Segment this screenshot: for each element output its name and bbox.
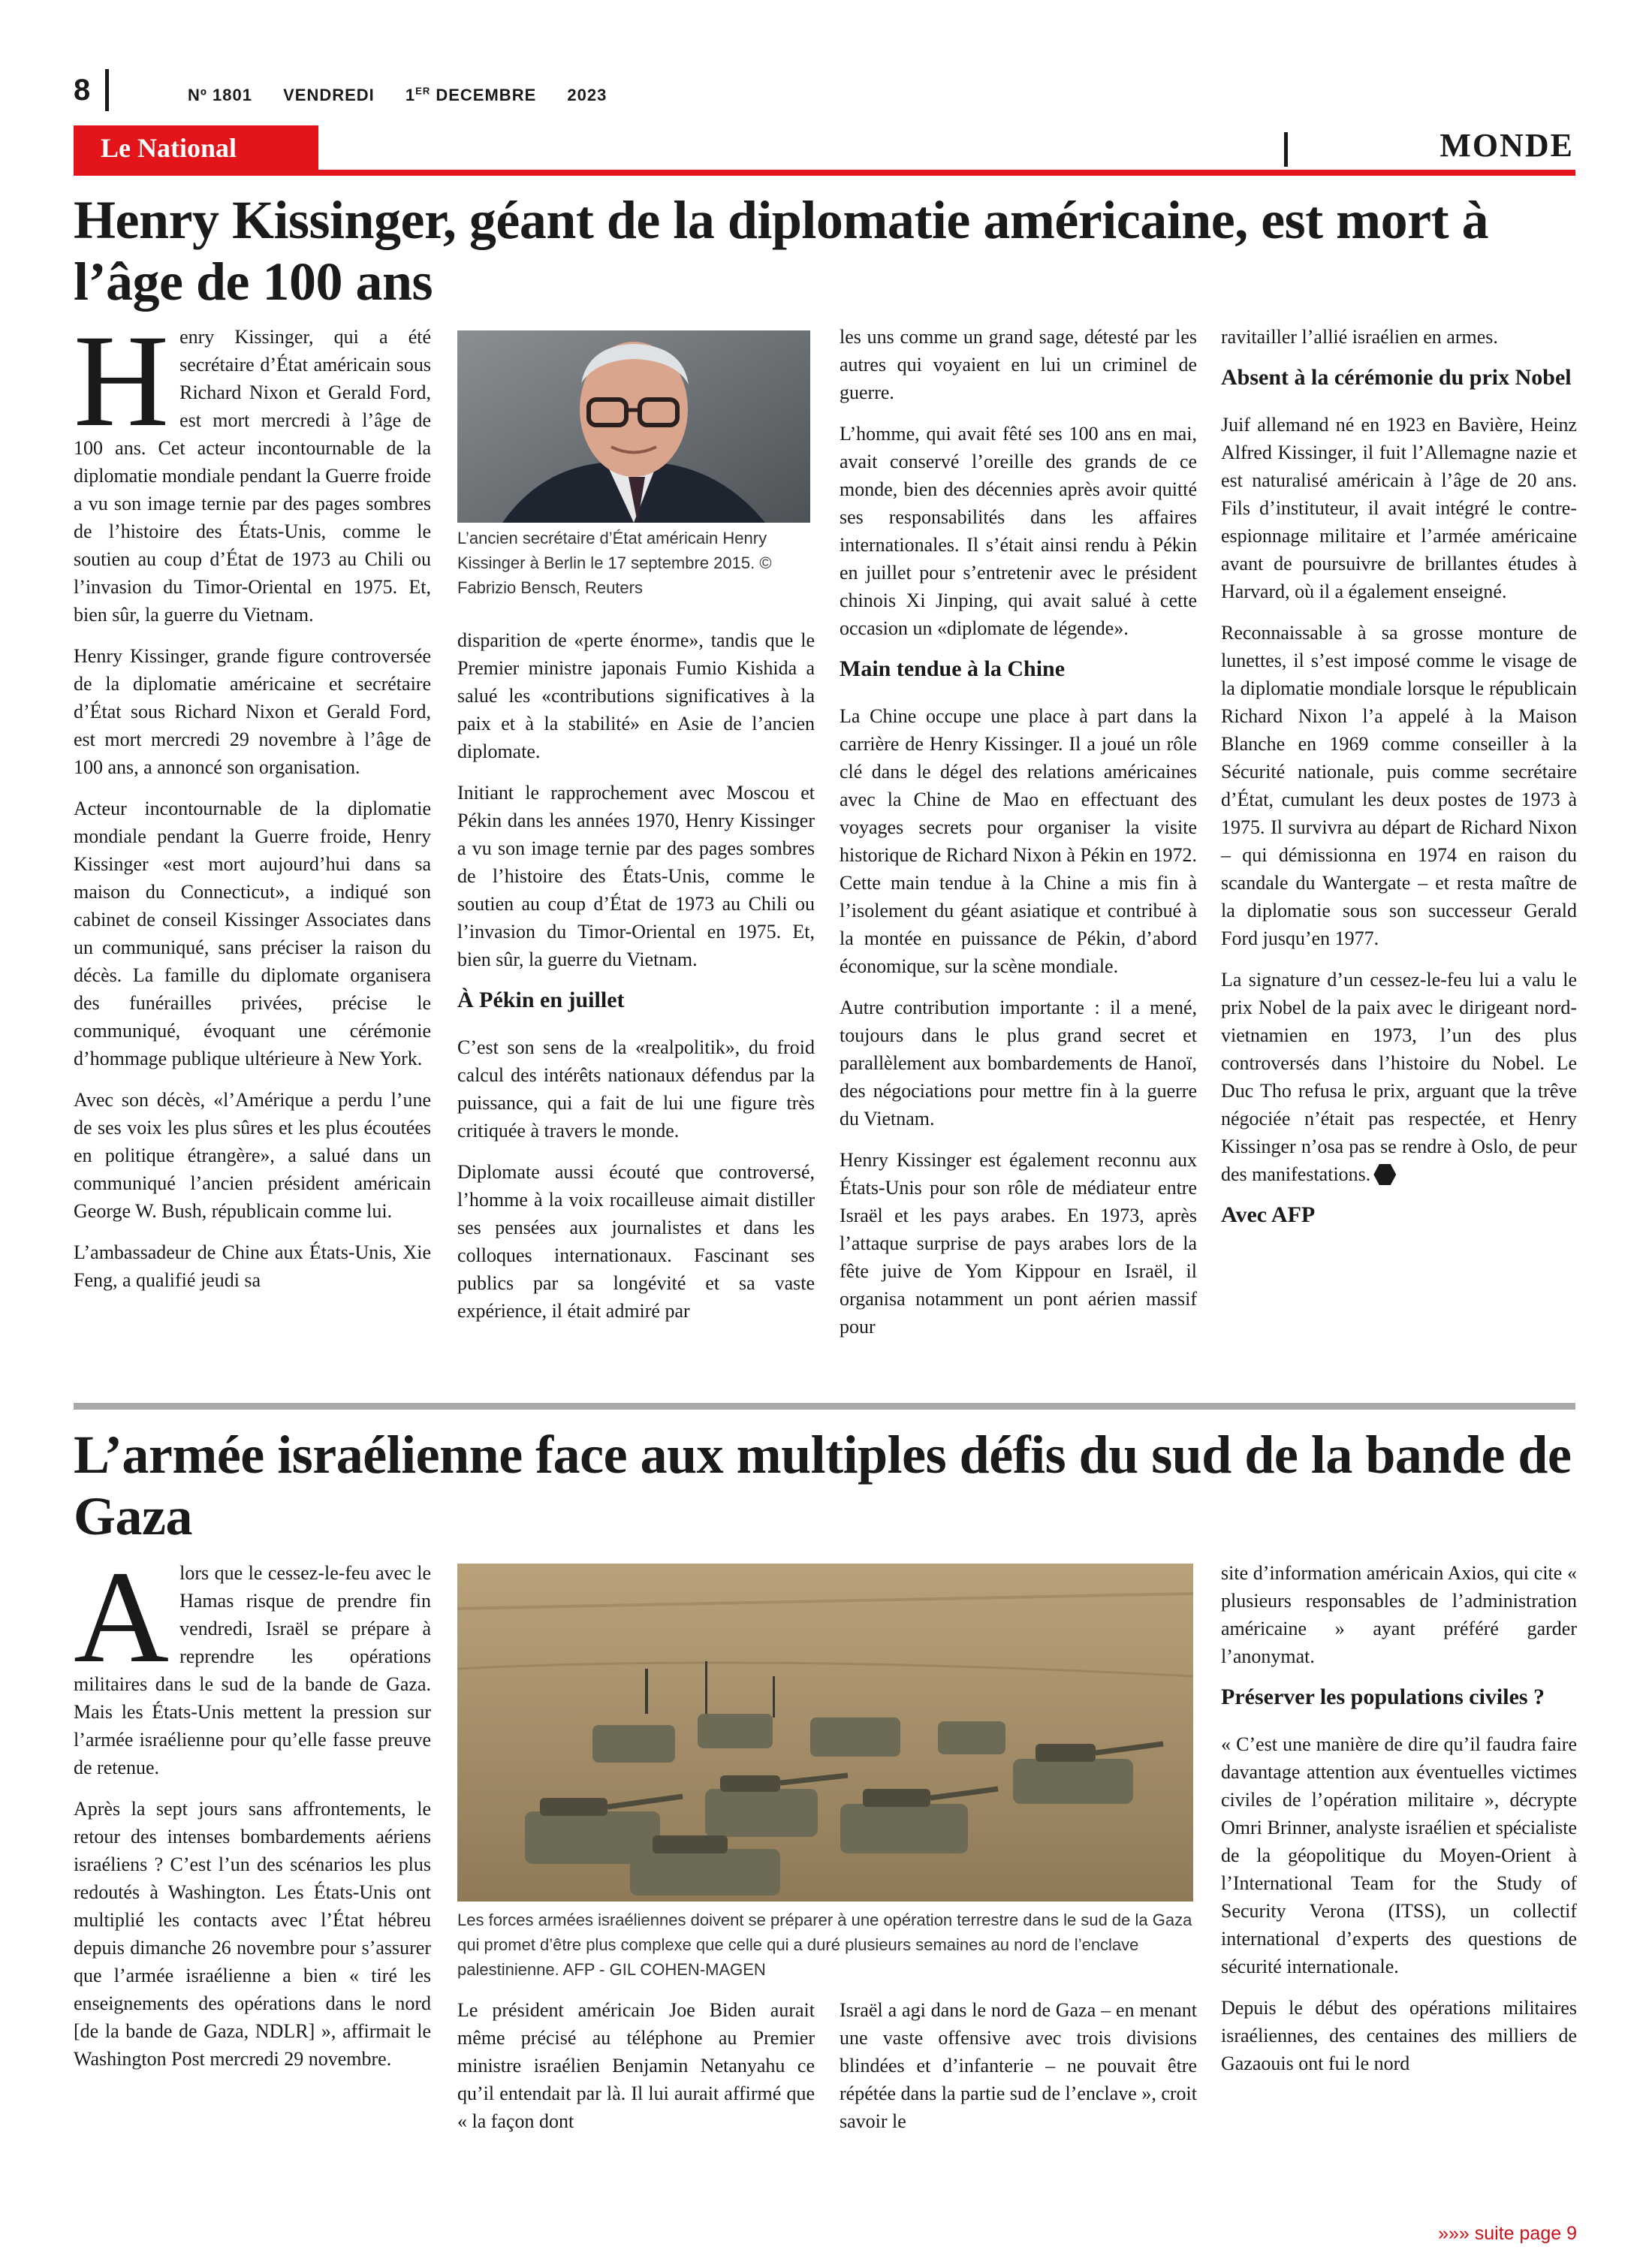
section-title: MONDE	[1439, 127, 1574, 164]
article2-paragraph: Après la sept jours sans affrontements, le retour des intenses bombardements aériens israéliens ? C’est l’un des scénarios les plus redoutés à Washington. Les États-Unis ont multiplié les contacts avec l’État hébreu depuis dimanche 26 novembre pour s’assurer que l’armée israélienne a bien « tiré les enseignements des opérations dans le nord [de la bande de Gaza, NDLR] », affirmait le Washington Post mercredi 29 novembre.	[74, 1798, 431, 2070]
article1-column-1	[74, 308, 431, 1307]
issue-date	[405, 86, 536, 104]
article1-paragraph: C’est son sens de la «realpolitik», du froid calcul des intérêts nationaux défendus par la puissance, qui a fait de lui une figure très critiquée à travers le monde.	[457, 1036, 815, 1142]
article2-column-2	[457, 1996, 815, 2149]
article1-column-2	[457, 626, 815, 1338]
article2-subheading: Préserver les populations civiles ?	[1221, 1684, 1545, 1709]
page-number: 8	[74, 74, 91, 107]
article2-drop-cap: A	[74, 1544, 170, 1691]
article1-paragraph: disparition de «perte énorme», tandis que le Premier ministre japonais Fumio Kishida a salué les «contributions significatives à la paix et à la stabilité» en Asie de l’ancien diplomate.	[457, 629, 815, 762]
article1-paragraph: enry Kissinger, qui a été secrétaire d’État américain sous Richard Nixon et Gerald Ford, est mort mercredi à l’âge de 100 ans. Cet acteur incontournable de la diplomatie mondiale pendant la Guerre froide a vu son image ternie par des pages sombres de l’histoire des États-Unis, comme le soutien au coup d’État de 1973 au Chili ou l’invasion du Timor-Oriental en 1975. Et, bien sûr, la guerre du Vietnam.	[74, 326, 431, 626]
section-divider	[1284, 132, 1288, 167]
issue-month: DECEMBRE	[436, 86, 537, 105]
article1-headline: Henry Kissinger, géant de la diplomatie américaine, est mort à l’âge de 100 ans	[74, 190, 1489, 312]
issue-day: VENDREDI	[283, 86, 375, 105]
article1-paragraph: Juif allemand né en 1923 en Bavière, Heinz Alfred Kissinger, il fuit l’Allemagne nazie et est naturalisé américain à l’âge de 20 ans. Fils d’instituteur, il avait intégré le contre-espionnage militaire et l’armée américaine avant de poursuivre de brillantes études à Harvard, où il a également enseigné.	[1221, 414, 1577, 602]
article2-column-4	[1221, 1559, 1577, 2091]
article1-paragraph: ravitailler l’allié israélien en armes.	[1221, 326, 1498, 348]
article1-paragraph: les uns comme un grand sage, détesté par les autres qui voyaient en lui un criminel de guerre.	[840, 326, 1197, 403]
article1-paragraph: La Chine occupe une place à part dans la carrière de Henry Kissinger. Il a joué un rôle clé dans le dégel des relations américaines avec la Chine de Mao en effectuant des voyages secrets pour organiser la visite historique de Richard Nixon à Pékin en 1972. Cette main tendue à la Chine a mis fin à l’isolement du géant asiatique et contribué à la montée en puissance de Pékin, d’abord économique, sur la scène mondiale.	[840, 705, 1197, 977]
gaza-tanks-photo	[457, 1564, 1193, 1902]
article2-headline: L’armée israélienne face aux multiples défis du sud de la bande de Gaza	[74, 1425, 1572, 1546]
article2-paragraph: Israël a agi dans le nord de Gaza – en menant une vaste offensive avec trois divisions blindées et d’infanterie – ne pouvait être répétée dans la partie sud de l’enclave », croit savoir le	[840, 1999, 1197, 2132]
article2-paragraph: Depuis le début des opérations militaires israéliennes, des centaines des milliers de Gazaouis ont fui le nord	[1221, 1997, 1577, 2074]
article2-paragraph: site d’information américain Axios, qui cite « plusieurs responsables de l’administration américaine » ayant préféré garder l’anonymat.	[1221, 1562, 1577, 1667]
article2-paragraph: lors que le cessez-le-feu avec le Hamas risque de prendre fin vendredi, Israël se prépare à reprendre les opérations militaires dans le sud de la bande de Gaza. Mais les États-Unis mettent la pression sur l’armée israélienne pour qu’elle fasse preuve de retenue.	[74, 1562, 431, 1778]
article1-paragraph: Reconnaissable à sa grosse monture de lunettes, il s’est imposé comme le visage de la diplomatie mondiale lorsque le républicain Richard Nixon l’a appelé à la Maison Blanche en 1969 comme conseiller à la Sécurité nationale, puis comme secrétaire d’État, cumulant les deux postes de 1973 à 1975. Il survivra au départ de Richard Nixon – qui démissionna en 1974 en raison du scandale du Wantergate – et resta maître de la diplomatie sous son successeur Gerald Ford jusqu’en 1977.	[1221, 622, 1577, 949]
issue-year: 2023	[567, 86, 607, 105]
article2-column-3	[840, 1996, 1197, 2149]
article-separator	[74, 1403, 1575, 1410]
continued-link[interactable]: »»» suite page 9	[1438, 2223, 1577, 2244]
article1-paragraph: Acteur incontournable de la diplomatie mondiale pendant la Guerre froide, Henry Kissinger «est mort aujourd’hui dans sa maison du Connecticut», a indiqué son cabinet de conseil Kissinger Associates dans un communiqué, sans préciser la raison du décès. La famille du diplomate organisera des funérailles privées, précise le communiqué, évoquant une cérémonie d’hommage publique ultérieure à New York.	[74, 798, 431, 1069]
article1-subheading: Main tendue à la Chine	[840, 656, 1066, 681]
article1-column-4	[1221, 323, 1577, 1248]
article1-paragraph: Initiant le rapprochement avec Moscou et Pékin dans les années 1970, Henry Kissinger a vu son image ternie par des pages sombres de l’histoire des États-Unis, comme le soutien au coup d’État de 1973 au Chili ou l’invasion du Timor-Oriental en 1975. Et, bien sûr, la guerre du Vietnam.	[457, 782, 815, 970]
article1-subheading: À Pékin en juillet	[457, 988, 625, 1012]
article2-paragraph: Le président américain Joe Biden aurait même précisé au téléphone au Premier ministre israélien Benjamin Netanyahu ce qu’il entendait par là. Il lui aurait affirmé que « la façon dont	[457, 1999, 815, 2132]
article1-paragraph: Diplomate aussi écouté que controversé, l’homme à la voix rocailleuse aimait distiller ses pensées aux journalistes et dans les colloques internationaux. Fascinant ses publics par sa longévité et sa vaste expérience, il était admiré par	[457, 1161, 815, 1322]
article1-paragraph: L’homme, qui avait fêté ses 100 ans en mai, avait conservé l’oreille des grands de ce monde, bien des décennies après avoir quitté ses responsabilités dans les affaires internationales. Il s’était ainsi rendu à Pékin en juillet pour s’entretenir avec le président chinois Xi Jinping, qui avait salué à cette occasion un «diplomate de légende».	[840, 423, 1197, 639]
kissinger-photo	[457, 330, 810, 523]
article1-drop-cap: H	[74, 308, 170, 454]
article2-paragraph: « C’est une manière de dire qu’il faudra faire davantage attention aux éventuelles victimes civiles de l’opération militaire », décrypte Omri Brinner, analyste israélien et spécialiste de la géopolitique du Moyen-Orient à l’International Team for the Study of Security Verona (ITSS), un collectif international d’experts des questions de sécurité internationale.	[1221, 1733, 1577, 1977]
issue-info	[188, 86, 632, 105]
issue-date-sup: ER	[415, 86, 431, 97]
article1-subheading: Absent à la cérémonie du prix Nobel	[1221, 365, 1572, 390]
end-mark-icon	[1373, 1164, 1396, 1185]
article1-paragraph: La signature d’un cessez-le-feu lui a valu le prix Nobel de la paix avec le dirigeant nord-vietnamien en 1973, l’un des plus controversés dans l’histoire du Nobel. Le Duc Tho refusa le prix, arguant que la trêve négociée n’était pas respectée, et Henry Kissinger n’osa pas se rendre à Oslo, de peur des manifestations.	[1221, 969, 1577, 1185]
kissinger-photo-caption: L’ancien secrétaire d’État américain Henry Kissinger à Berlin le 17 septembre 2015. © Fabrizio Bensch, Reuters	[457, 529, 772, 597]
article1-column-3	[840, 323, 1197, 1354]
gaza-photo-caption: Les forces armées israéliennes doivent se préparer à une opération terrestre dans le sud de la Gaza qui promet d’être plus complexe que celle qui a duré plusieurs semaines au nord de l’enclave palestinienne. AFP - GIL COHEN-MAGEN	[457, 1911, 1192, 1979]
page-number-divider	[105, 69, 109, 111]
article2-column-1	[74, 1544, 431, 2086]
brand-name: Le National	[101, 133, 237, 163]
article1-paragraph: Henry Kissinger, grande figure controversée de la diplomatie américaine et secrétaire d’État sous Richard Nixon et Gerald Ford, est mort mercredi 29 novembre à l’âge de 100 ans, a annoncé son organisation.	[74, 645, 431, 778]
article1-paragraph: Autre contribution importante : il a mené, toujours dans le plus grand secret et parallèlement aux bombardements de Hanoï, des négociations pour mettre fin à la guerre du Vietnam.	[840, 997, 1197, 1130]
issue-date-day: 1	[405, 86, 416, 105]
article1-paragraph: L’ambassadeur de Chine aux États-Unis, Xie Feng, a qualifié jeudi sa	[74, 1241, 431, 1291]
header-rule	[74, 170, 1575, 176]
article1-paragraph: Henry Kissinger est également reconnu aux États-Unis pour son rôle de médiateur entre Israël et les pays arabes. En 1973, après l’attaque surprise de pays arabes lors de la fête juive de Yom Kippour en Israël, il organisa notamment un pont aérien massif pour	[840, 1149, 1197, 1338]
article1-byline: Avec AFP	[1221, 1202, 1316, 1227]
issue-number: Nº 1801	[188, 86, 252, 105]
article1-paragraph: Avec son décès, «l’Amérique a perdu l’une de ses voix les plus sûres et les plus écoutées en politique étrangère», a salué dans un communiqué l’ancien président américain George W. Bush, républicain comme lui.	[74, 1089, 431, 1222]
